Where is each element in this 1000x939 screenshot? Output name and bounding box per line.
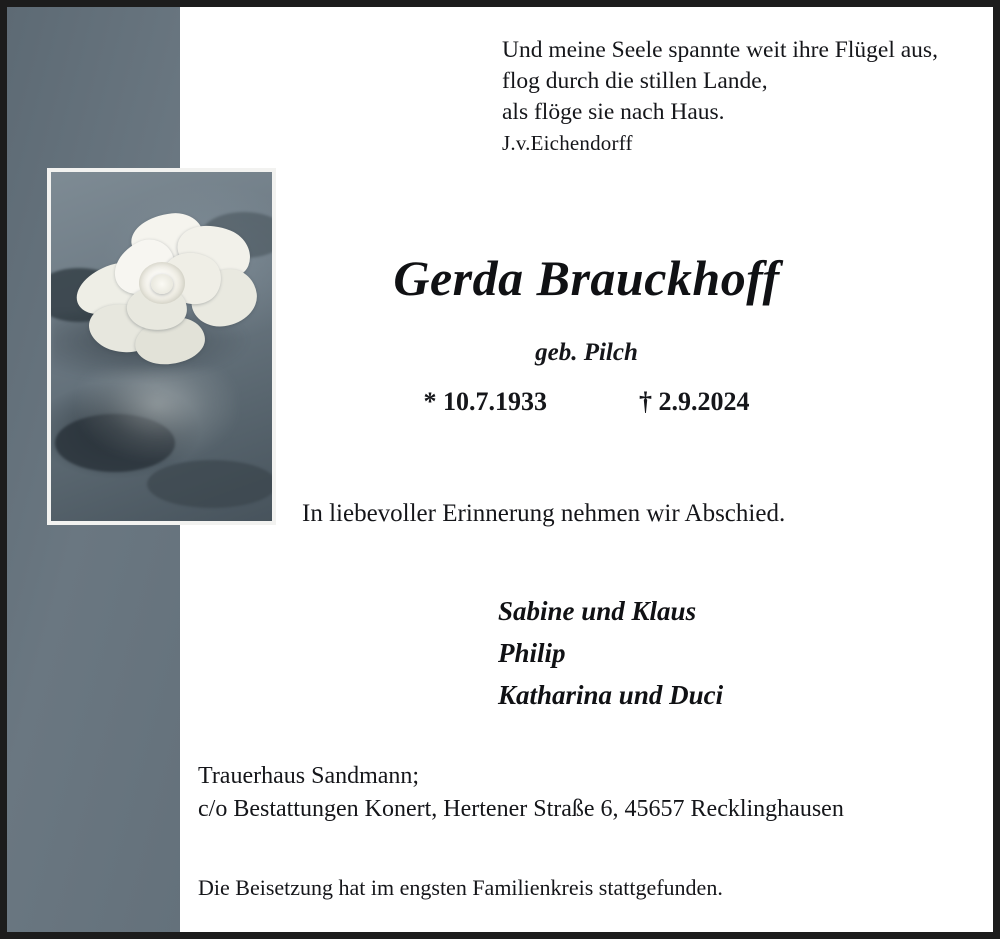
address-line-1: Trauerhaus Sandmann; bbox=[198, 763, 420, 789]
birth-date: 10.7.1933 bbox=[443, 387, 547, 416]
family-name-1: Sabine und Klaus bbox=[498, 596, 697, 626]
poem-line-1: Und meine Seele spannte weit ihre Flügel aus, bbox=[502, 37, 938, 63]
family-name-2: Philip bbox=[498, 638, 566, 668]
burial-note: Die Beisetzung hat im engsten Familienkreis stattgefunden. bbox=[198, 875, 723, 900]
poem-line-3: als flöge sie nach Haus. bbox=[502, 99, 725, 125]
death-cross-icon: † bbox=[639, 387, 652, 416]
deceased-name: Gerda Brauckhoff bbox=[393, 250, 780, 306]
family-name-3: Katharina und Duci bbox=[498, 680, 724, 710]
address-line-2: c/o Bestattungen Konert, Hertener Straße 6, 45657 Recklinghausen bbox=[198, 796, 844, 822]
poem-line-2: flog durch die stillen Lande, bbox=[502, 68, 768, 94]
memorial-line: In liebevoller Erinnerung nehmen wir Abschied. bbox=[302, 500, 786, 527]
birth-star-icon: * bbox=[423, 387, 437, 416]
poem-author: J.v.Eichendorff bbox=[502, 131, 633, 155]
death-date: 2.9.2024 bbox=[658, 387, 750, 416]
maiden-name: geb. Pilch bbox=[535, 339, 638, 366]
